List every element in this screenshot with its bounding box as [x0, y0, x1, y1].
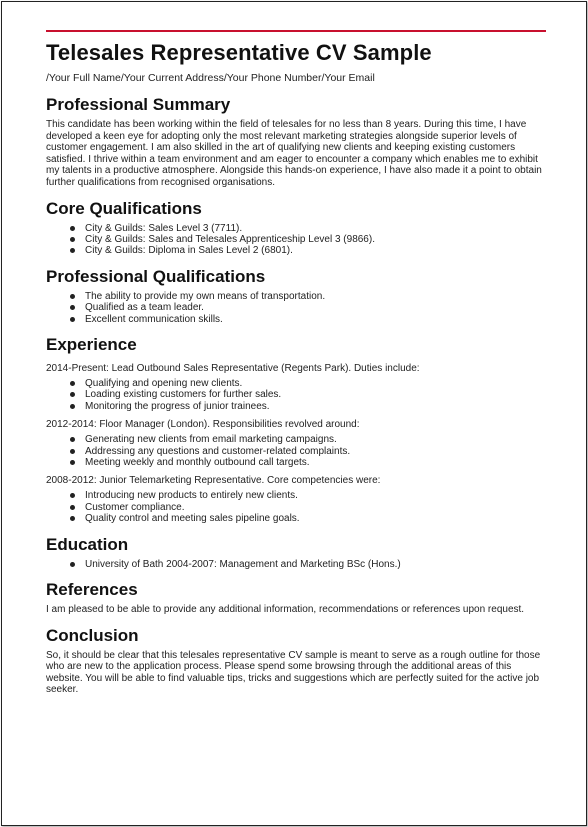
job-heading: 2014-Present: Lead Outbound Sales Representative (Regents Park). Duties include:: [46, 363, 420, 374]
job-heading: 2012-2014: Floor Manager (London). Responsibilities revolved around:: [46, 419, 360, 431]
list-item: Qualified as a team leader.: [70, 302, 548, 313]
job-duties-list: [70, 434, 548, 468]
conclusion-heading: Conclusion: [46, 625, 139, 645]
list-item: The ability to provide my own means of transportation.: [70, 291, 548, 302]
job-heading: 2008-2012: Junior Telemarketing Representative. Core competencies were:: [46, 475, 381, 487]
cv-content: [46, 38, 548, 696]
references-text: I am pleased to be able to provide any additional information, recommendations or references upon request.: [46, 604, 525, 616]
document-title: Telesales Representative CV Sample: [46, 40, 432, 65]
cv-page: [1, 1, 587, 826]
professional-qualifications-list: [70, 291, 548, 325]
list-item: Introducing new products to entirely new clients.: [70, 490, 548, 501]
list-item: Loading existing customers for further sales.: [70, 389, 548, 400]
job-duties-list: [70, 378, 548, 412]
professional-qualifications-heading: Professional Qualifications: [46, 266, 266, 286]
contact-line: /Your Full Name/Your Current Address/Your Phone Number/Your Email: [46, 72, 375, 84]
list-item: Generating new clients from email marketing campaigns.: [70, 434, 548, 445]
summary-text: This candidate has been working within the field of telesales for no less than 8 years. During this time, I have developed a keen eye for adopting only the most relevant marketing strategies alongside superior levels of customer engagement. I am also skilled in the art of qualifying new clients and keeping existing customers satisfied. I thrive within a team environment and am eager to encounter a company which enables me to exhibit my talents in a productive atmosphere. Alongside this hands-on experience, I have also made it a point to obtain further qualifications from recognised organisations.: [46, 119, 542, 188]
list-item: Qualifying and opening new clients.: [70, 378, 548, 389]
list-item: City & Guilds: Diploma in Sales Level 2 (6801).: [70, 245, 548, 256]
list-item: University of Bath 2004-2007: Management and Marketing BSc (Hons.): [70, 559, 548, 570]
list-item: Customer compliance.: [70, 502, 548, 513]
summary-heading: Professional Summary: [46, 95, 231, 114]
list-item: City & Guilds: Sales Level 3 (7711).: [70, 223, 548, 234]
experience-heading: Experience: [46, 335, 137, 354]
core-qualifications-heading: Core Qualifications: [46, 198, 202, 218]
list-item: Quality control and meeting sales pipeline goals.: [70, 513, 548, 524]
list-item: Meeting weekly and monthly outbound call targets.: [70, 457, 548, 468]
references-heading: References: [46, 580, 138, 600]
education-heading: Education: [46, 534, 129, 554]
title-rule: [46, 30, 546, 32]
job-duties-list: [70, 490, 548, 524]
list-item: City & Guilds: Sales and Telesales Apprenticeship Level 3 (9866).: [70, 234, 548, 245]
list-item: Excellent communication skills.: [70, 314, 548, 325]
conclusion-text: So, it should be clear that this telesales representative CV sample is meant to serve as a rough outline for those who are new to the application process. Please spend some browsing through the additional areas of this website. You will be able to find valuable tips, tricks and suggestions which are perfectly suited for the active job seeker.: [46, 649, 541, 696]
list-item: Monitoring the progress of junior trainees.: [70, 401, 548, 412]
core-qualifications-list: [70, 223, 548, 257]
list-item: Addressing any questions and customer-related complaints.: [70, 446, 548, 457]
education-list: [70, 559, 548, 570]
